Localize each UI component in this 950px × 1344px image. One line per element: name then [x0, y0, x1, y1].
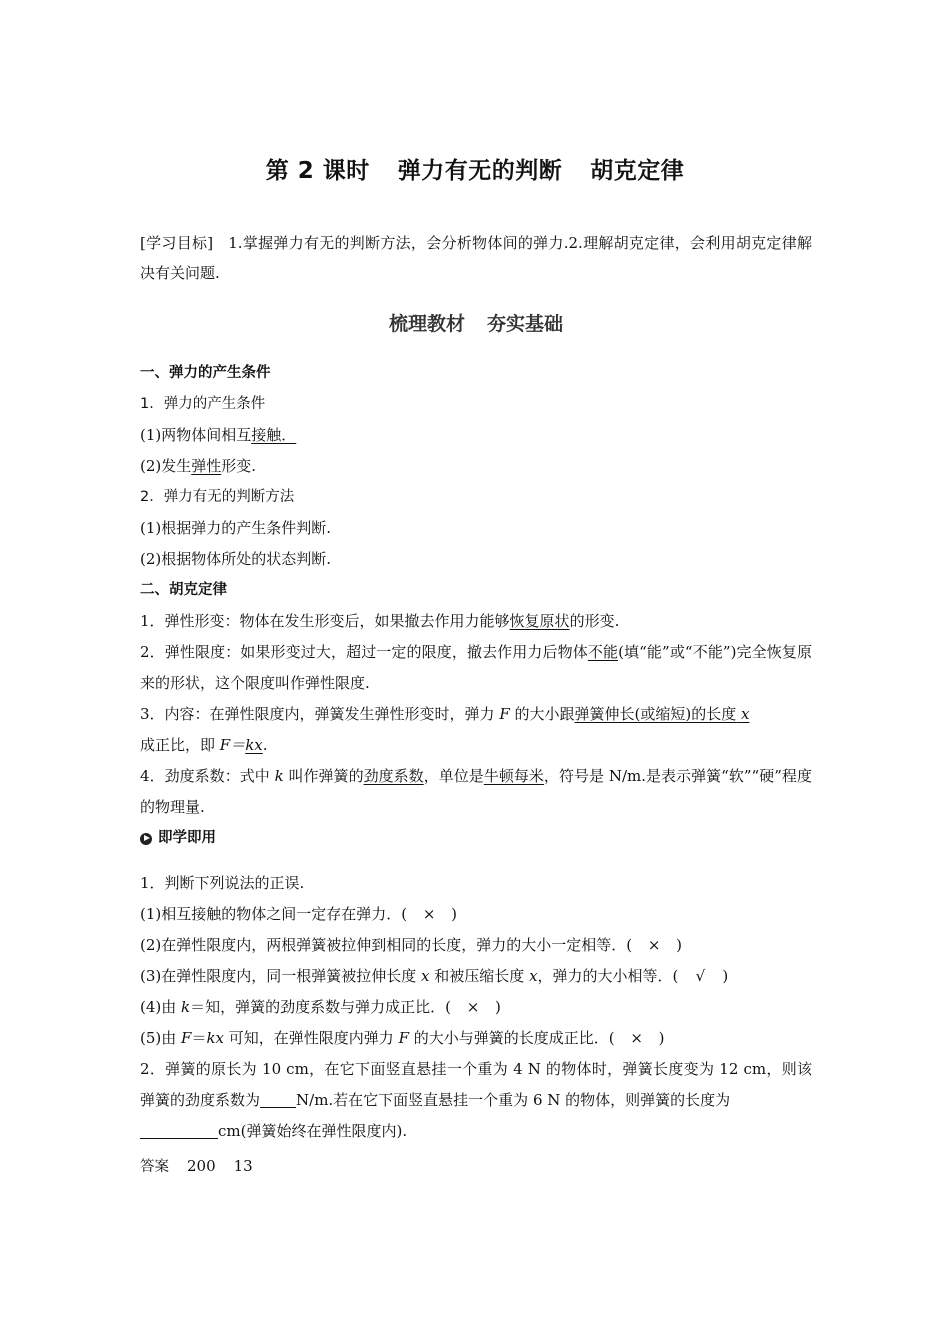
- heading-part1: 一、弹力的产生条件: [140, 365, 271, 381]
- play-circle-icon: [140, 833, 152, 845]
- content-body: [140, 228, 812, 1183]
- statement-1: (1)相互接触的物体之间一定存在弹力．( × ): [140, 905, 457, 923]
- item-4: (2)根据物体所处的状态判断.: [140, 550, 332, 568]
- practice-heading: 即学即用: [140, 823, 812, 854]
- item-1: (1)两物体间相互接触．: [140, 426, 297, 444]
- item-2: (2)发生弹性形变.: [140, 457, 257, 475]
- heading-part2: 二、胡克定律: [140, 582, 227, 598]
- item-3: (1)根据弹力的产生条件判断.: [140, 519, 332, 537]
- question-2: 2．弹簧的原长为 10 cm，在它下面竖直悬挂一个重为 4 N 的物体时，弹簧长度变为 12 cm，则该弹簧的劲度系数为 N/m.若在它下面竖直悬挂一个重为 6 N 的物体，则弹簧的长度为 cm(弹簧始终在弹性限度内).: [140, 1060, 812, 1140]
- para-elastic-limit: 2．弹性限度：如果形变过大，超过一定的限度，撤去作用力后物体不能(填“能”或“不能”)完全恢复原来的形状，这个限度叫作弹性限度.: [140, 643, 812, 692]
- section-heading: 梳理教材 夯实基础: [388, 313, 564, 335]
- statement-2: (2)在弹性限度内，两根弹簧被拉伸到相同的长度，弹力的大小一定相等．( × ): [140, 936, 682, 954]
- statement-3: (3)在弹性限度内，同一根弹簧被拉伸长度 x 和被压缩长度 x，弹力的大小相等．( √ ): [140, 967, 729, 985]
- answer-blank-1: [260, 1089, 296, 1108]
- para-stiffness: 4．劲度系数：式中 k 叫作弹簧的劲度系数，单位是牛顿每米，符号是 N/m.是表示弹簧“软”“硬”程度的物理量.: [140, 767, 812, 816]
- answer-blank-2: [140, 1120, 218, 1139]
- page-title: 第 2 课时 弹力有无的判断 胡克定律: [265, 158, 685, 184]
- answer-line: 答案 200 13: [140, 1157, 253, 1175]
- learning-goal: [学习目标] 1.掌握弹力有无的判断方法，会分析物体间的弹力.2.理解胡克定律，会利用胡克定律解决有关问题.: [140, 234, 812, 282]
- statement-4: (4)由 k＝知，弹簧的劲度系数与弹力成正比．( × ): [140, 998, 501, 1016]
- subheading-2: 2．弹力有无的判断方法: [140, 489, 295, 505]
- para-hooke-content: 3．内容：在弹性限度内，弹簧发生弹性形变时，弹力 F 的大小跟弹簧伸长(或缩短)的长度 x 成正比，即 F＝kx.: [140, 705, 750, 754]
- subheading-1: 1．弹力的产生条件: [140, 396, 266, 412]
- statement-5: (5)由 F＝kx 可知，在弹性限度内弹力 F 的大小与弹簧的长度成正比．( × ): [140, 1029, 665, 1047]
- question-1: 1．判断下列说法的正误.: [140, 874, 305, 892]
- para-elastic-deformation: 1．弹性形变：物体在发生形变后，如果撤去作用力能够恢复原状的形变.: [140, 612, 620, 630]
